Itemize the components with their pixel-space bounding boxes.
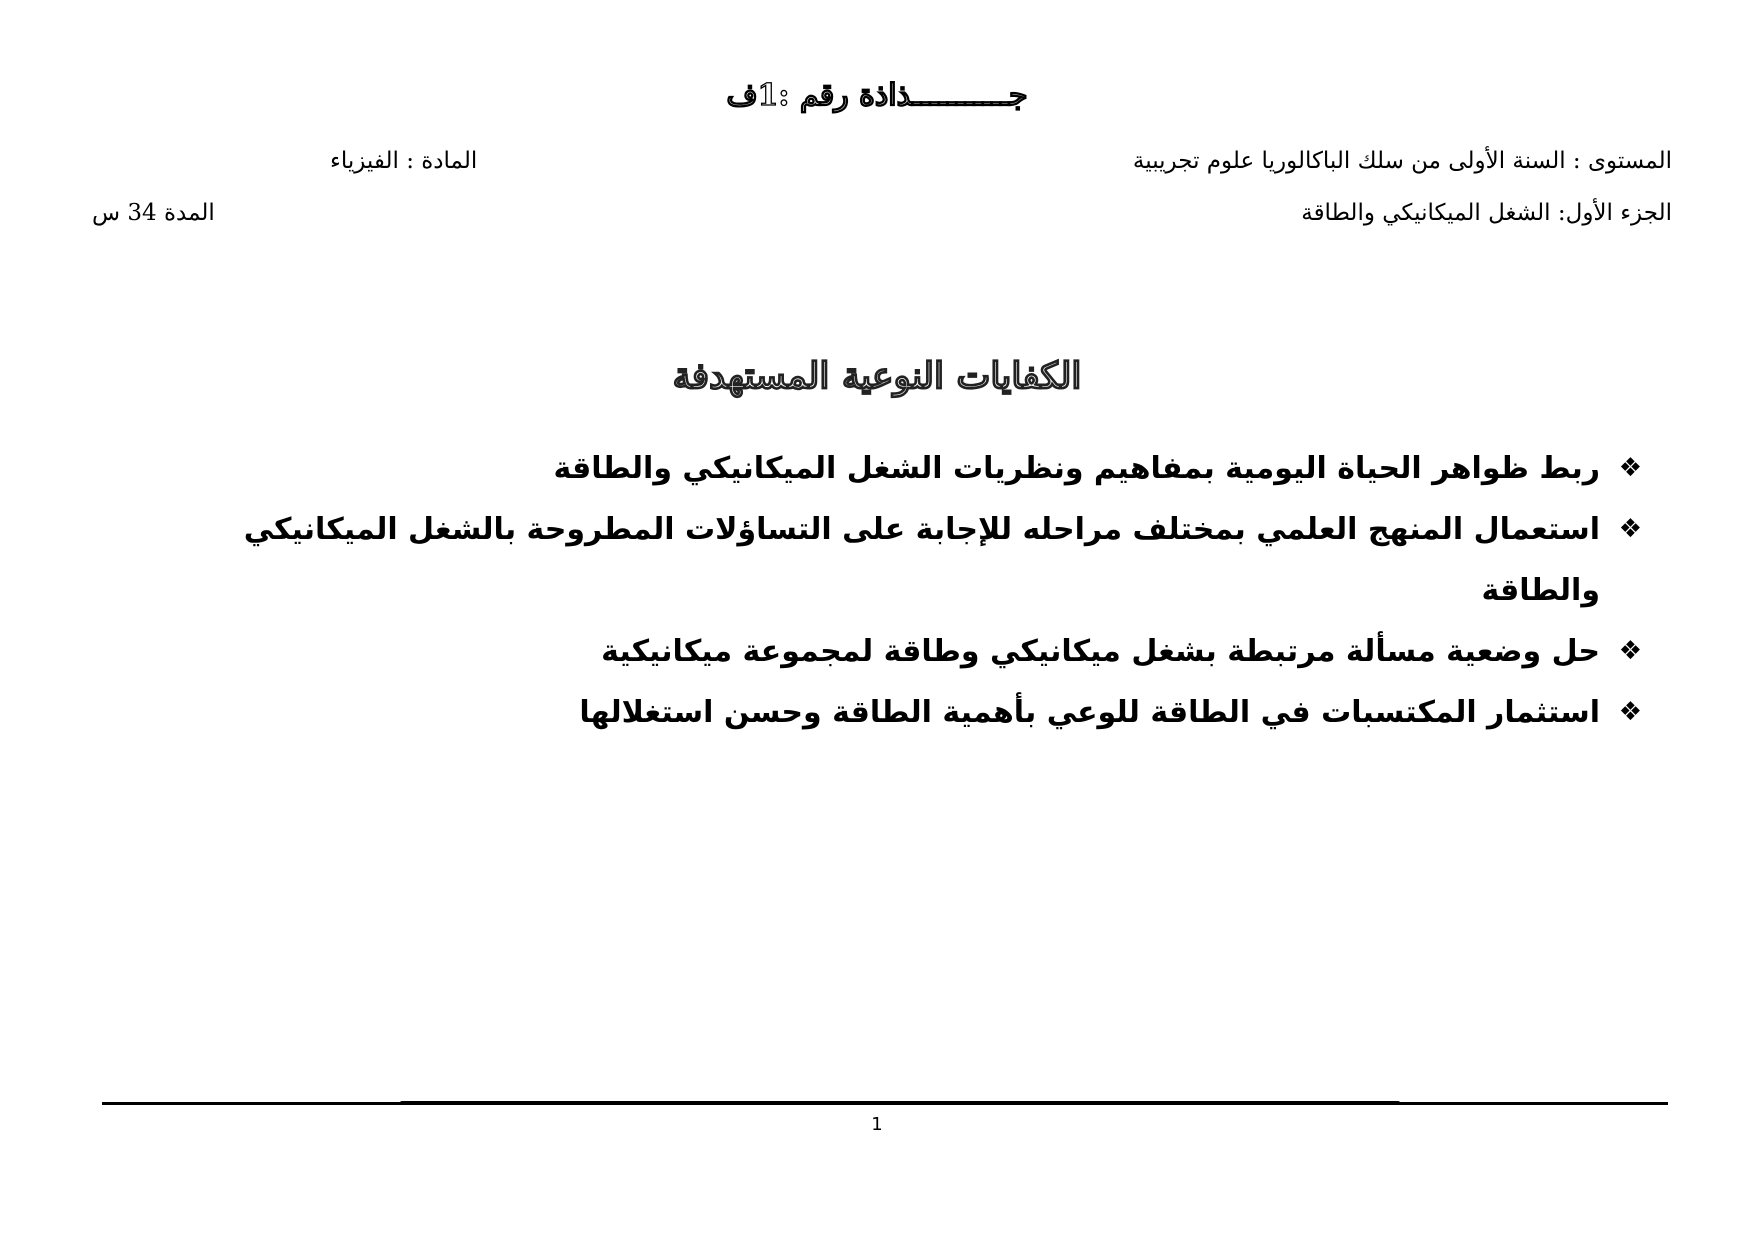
list-item-text: استثمار المكتسبات في الطاقة للوعي بأهمية الطاقة وحسن استغلالها [579,695,1600,730]
diamond-bullet-icon: ❖ [1618,636,1642,666]
list-item [122,621,1642,682]
list-item [122,682,1642,743]
competencies-list [122,438,1642,743]
section-title: الكفايات النوعية المستهدفة [672,355,1082,397]
list-item [122,499,1642,621]
diamond-bullet-icon: ❖ [1618,453,1642,483]
footer-divider-thick [400,1101,1400,1105]
page-number: 1 [871,1114,883,1135]
part-label: الجزء الأول: الشغل الميكانيكي والطاقة [1301,200,1672,226]
list-item [122,438,1642,499]
duration-label: المدة 34 س [92,200,215,226]
subject-label: المادة : الفيزياء [330,148,478,174]
list-item-text: حل وضعية مسألة مرتبطة بشغل ميكانيكي وطاقة لمجموعة ميكانيكية [601,634,1600,669]
diamond-bullet-icon: ❖ [1618,697,1642,727]
diamond-bullet-icon: ❖ [1618,514,1642,544]
level-label: المستوى : السنة الأولى من سلك الباكالوريا علوم تجريبية [1132,148,1672,174]
list-item-text: استعمال المنهج العلمي بمختلف مراحله للإجابة على التساؤلات المطروحة بالشغل الميكانيكي والطاقة [243,512,1600,608]
sheet-title: جـــــــــــذاذة رقم :1ف [726,78,1028,113]
meta-row-part [0,200,1754,240]
meta-row-level [0,148,1754,188]
list-item-text: ربط ظواهر الحياة اليومية بمفاهيم ونظريات الشغل الميكانيكي والطاقة [553,451,1600,486]
